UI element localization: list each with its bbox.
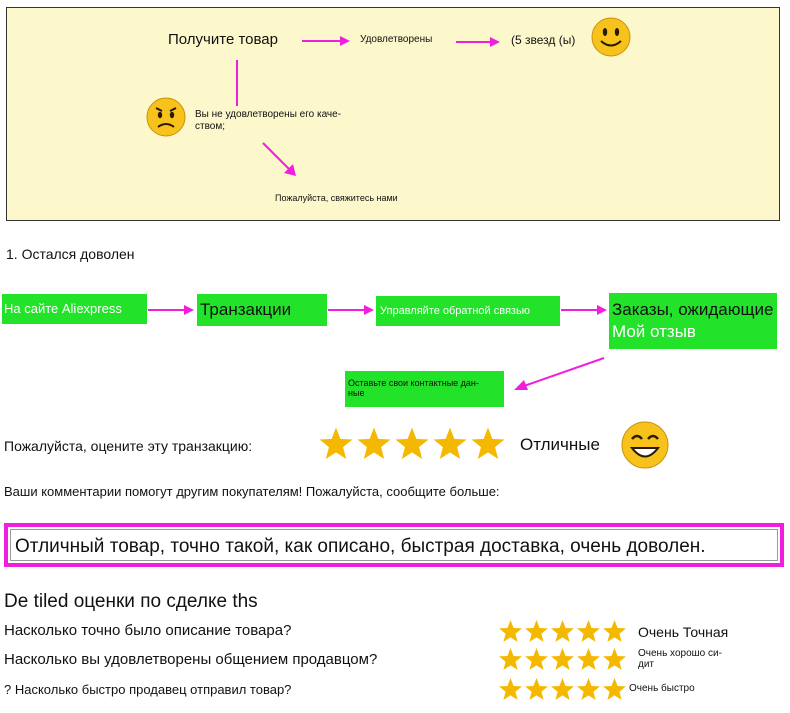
comment-text[interactable]: Отличный товар, точно такой, как описано, быстрая доставка, очень доволен. — [10, 529, 778, 561]
five-stars-label: (5 звезд (ы) — [511, 33, 576, 47]
arrow-icon — [561, 303, 609, 317]
detailed-title: De tiled оценки по сделке ths — [4, 591, 258, 612]
happy-smiley-icon — [591, 17, 631, 57]
on-site-button[interactable]: На сайте Aliexpress — [2, 294, 147, 324]
unsatisfied-text — [195, 109, 341, 133]
star-icon[interactable] — [576, 677, 601, 702]
comment-prompt: Ваши комментарии помогут другим покупателям! Пожалуйста, сообщите больше: — [4, 484, 500, 499]
arrow-icon — [302, 34, 352, 48]
orders-line2: Мой отзыв — [612, 322, 696, 341]
star-icon[interactable] — [602, 647, 627, 672]
detail-label-line1: Очень Точная — [638, 624, 729, 640]
star-icon[interactable] — [498, 619, 523, 644]
detail-star-rating[interactable] — [498, 619, 627, 644]
leave-contacts-line1: Оставьте свои контактные дан- — [348, 378, 479, 388]
steps-heading: 1. Остался доволен — [6, 246, 135, 262]
arrow-icon — [456, 35, 502, 49]
detail-label — [629, 683, 695, 694]
star-icon[interactable] — [550, 619, 575, 644]
star-icon[interactable] — [394, 426, 430, 462]
unsatisfied-line2: ством; — [195, 121, 225, 132]
star-icon[interactable] — [470, 426, 506, 462]
star-icon[interactable] — [524, 647, 549, 672]
star-icon[interactable] — [576, 619, 601, 644]
unsatisfied-line1: Вы не удовлетворены его каче- — [195, 109, 342, 120]
manage-feedback-button[interactable]: Управляйте обратной связью — [376, 296, 560, 326]
satisfied-label: Удовлетворены — [360, 34, 433, 45]
comment-box[interactable] — [4, 523, 784, 567]
detail-label-line1: Очень быстро — [629, 683, 695, 694]
detail-label-line1: Очень хорошо си- — [638, 648, 722, 659]
orders-button[interactable] — [609, 293, 777, 349]
grinning-smiley-icon — [621, 421, 669, 469]
sad-smiley-icon — [146, 97, 186, 137]
verdict-label: Отличные — [520, 435, 600, 454]
star-icon[interactable] — [602, 619, 627, 644]
receive-label: Получите товар — [168, 31, 278, 48]
star-icon[interactable] — [524, 619, 549, 644]
star-icon[interactable] — [498, 677, 523, 702]
star-icon[interactable] — [550, 677, 575, 702]
star-icon[interactable] — [576, 647, 601, 672]
rate-prompt: Пожалуйста, оцените эту транзакцию: — [4, 438, 253, 454]
arrow-icon — [260, 140, 300, 180]
arrow-icon — [148, 303, 196, 317]
transactions-button[interactable]: Транзакции — [197, 294, 327, 326]
star-icon[interactable] — [524, 677, 549, 702]
detail-question: Насколько точно было описание товара? — [4, 622, 292, 639]
detail-star-rating[interactable] — [498, 647, 627, 672]
detail-label — [638, 648, 722, 670]
detail-question: Насколько вы удовлетворены общением продавцом? — [4, 651, 378, 668]
detail-question: ? Насколько быстро продавец отправил товар? — [4, 682, 292, 697]
leave-contacts-button[interactable] — [345, 371, 504, 407]
star-icon[interactable] — [318, 426, 354, 462]
arrow-icon — [328, 303, 376, 317]
divider-line — [234, 60, 240, 106]
star-icon[interactable] — [602, 677, 627, 702]
leave-contacts-line2: ные — [348, 388, 365, 398]
orders-line1: Заказы, ожидающие — [612, 300, 774, 319]
detail-label-line2: дит — [638, 659, 655, 670]
detail-star-rating[interactable] — [498, 677, 627, 702]
arrow-icon — [510, 356, 606, 392]
main-star-rating[interactable] — [318, 426, 506, 462]
detail-label — [638, 624, 728, 640]
star-icon[interactable] — [356, 426, 392, 462]
star-icon[interactable] — [498, 647, 523, 672]
star-icon[interactable] — [550, 647, 575, 672]
star-icon[interactable] — [432, 426, 468, 462]
contact-us-label: Пожалуйста, свяжитесь нами — [275, 193, 398, 203]
